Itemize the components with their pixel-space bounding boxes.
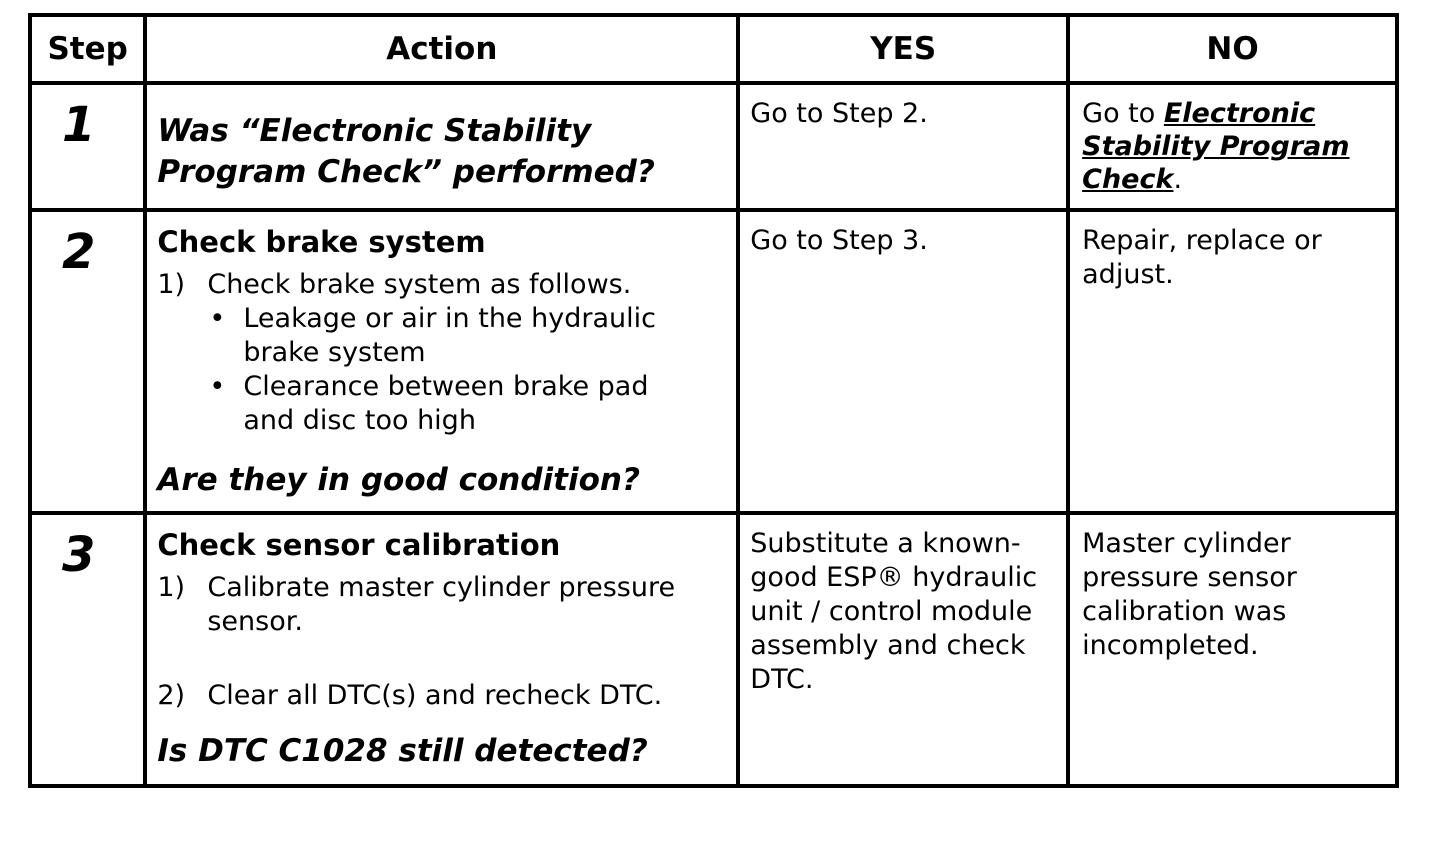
step-question: Are they in good condition? xyxy=(157,462,640,498)
no-text: Master cylinder pressure sensor calibration was incompleted. xyxy=(1082,528,1297,661)
no-cell xyxy=(1068,83,1397,210)
action-cell xyxy=(145,513,738,786)
table-row xyxy=(30,513,1397,786)
step-heading: Check brake system xyxy=(157,225,486,259)
yes-text: Go to Step 3. xyxy=(750,225,928,256)
step-question: Was “Electronic Stability Program Check” performed? xyxy=(157,113,655,190)
yes-cell xyxy=(738,210,1068,513)
item-number: 2) xyxy=(157,680,186,711)
yes-cell xyxy=(738,83,1068,210)
numbered-item xyxy=(157,571,726,639)
yes-text: Substitute a known-good ESP® hydraulic unit / control module assembly and check DTC. xyxy=(750,528,1038,695)
item-text: Check brake system as follows. xyxy=(207,269,632,300)
diagnostic-table xyxy=(28,13,1399,788)
header-step: Step xyxy=(30,15,145,83)
bullet-item xyxy=(157,302,726,370)
step-question: Is DTC C1028 still detected? xyxy=(157,733,648,769)
header-no: NO xyxy=(1068,15,1397,83)
header-yes: YES xyxy=(738,15,1068,83)
step-cell xyxy=(30,210,145,513)
action-cell xyxy=(145,83,738,210)
item-text: Calibrate master cylinder pressure sensor. xyxy=(207,572,676,637)
table-header-row xyxy=(30,15,1397,83)
no-cell xyxy=(1068,513,1397,786)
action-cell xyxy=(145,210,738,513)
step-cell xyxy=(30,513,145,786)
step-cell xyxy=(30,83,145,210)
bullet-text: Leakage or air in the hydraulic brake system xyxy=(243,303,656,368)
bullet-text: Clearance between brake pad and disc too high xyxy=(243,371,649,436)
no-cell xyxy=(1068,210,1397,513)
step-number: 1 xyxy=(62,97,96,153)
item-number: 1) xyxy=(157,269,186,300)
no-text-prefix: Go to xyxy=(1082,98,1164,129)
yes-text: Go to Step 2. xyxy=(750,98,928,129)
step-number: 2 xyxy=(62,224,96,280)
numbered-item xyxy=(157,268,726,302)
table-row xyxy=(30,210,1397,513)
step-heading: Check sensor calibration xyxy=(157,528,561,562)
no-text-suffix: . xyxy=(1173,164,1183,195)
bullet-icon: • xyxy=(209,303,226,334)
bullet-icon: • xyxy=(209,371,226,402)
yes-cell xyxy=(738,513,1068,786)
step-number: 3 xyxy=(62,527,96,583)
bullet-item xyxy=(157,370,726,438)
header-action: Action xyxy=(145,15,738,83)
item-text: Clear all DTC(s) and recheck DTC. xyxy=(207,680,663,711)
esp-check-link[interactable]: Electronic Stability Program Check xyxy=(1082,98,1350,195)
no-text: Repair, replace or adjust. xyxy=(1082,225,1322,290)
table-row xyxy=(30,83,1397,210)
numbered-item xyxy=(157,679,726,713)
item-number: 1) xyxy=(157,572,186,603)
